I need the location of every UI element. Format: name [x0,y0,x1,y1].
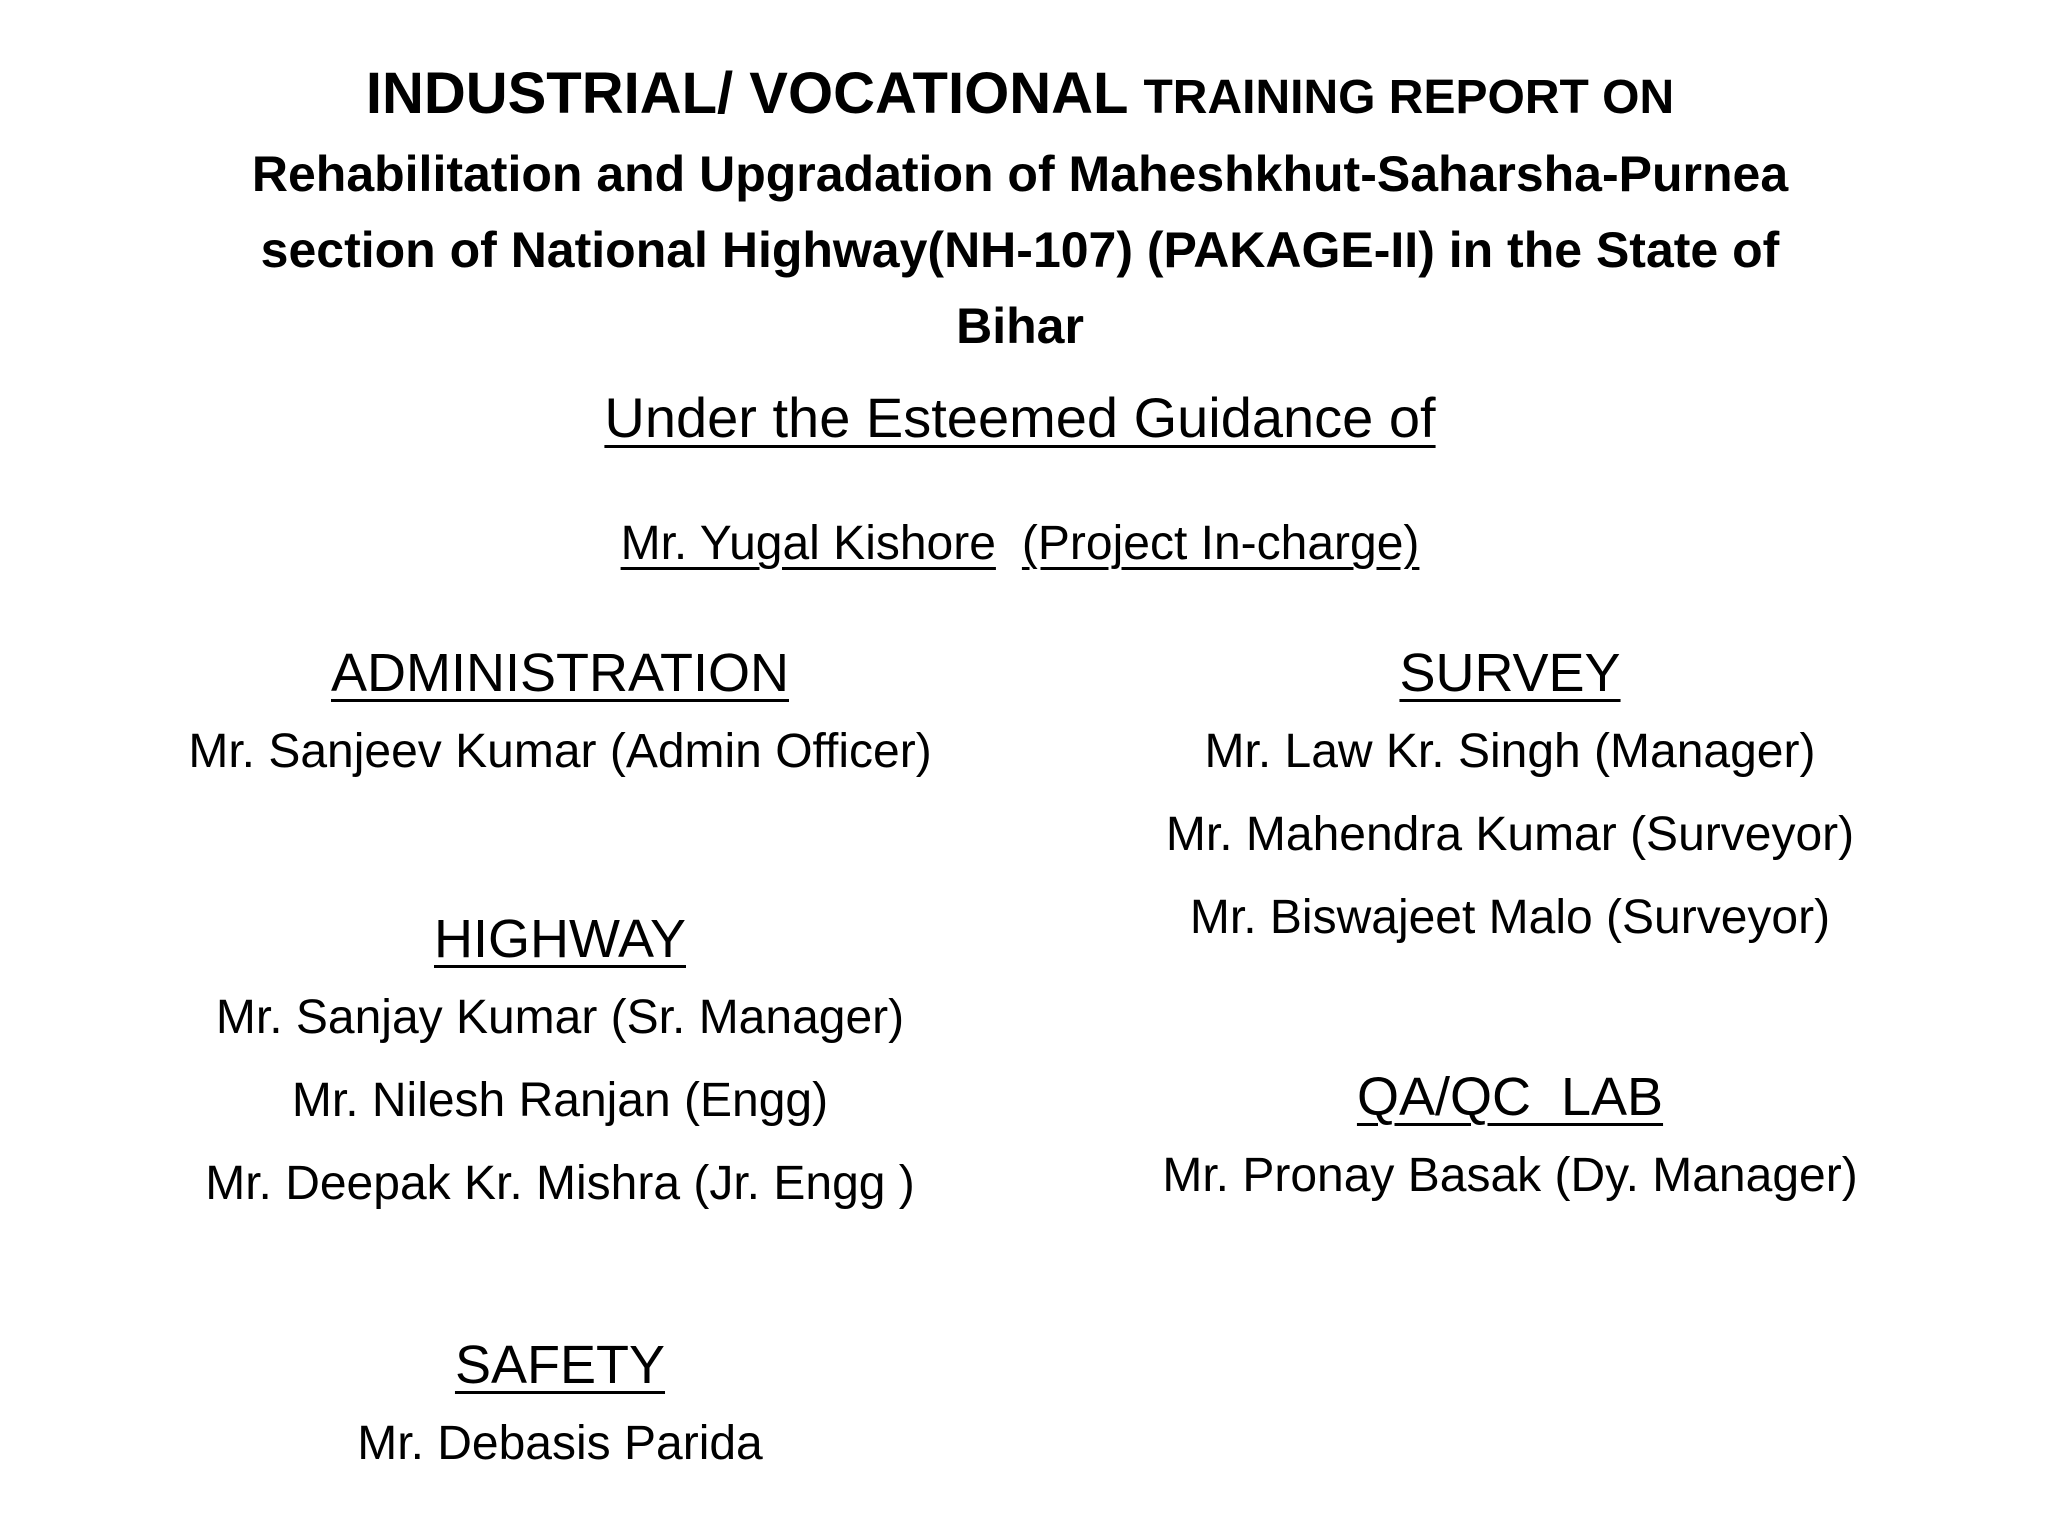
section-survey [1060,636,1960,959]
member-name: Mr. Nilesh Ranjan (Engg) [291,1074,829,1127]
member-name: Mr. Mahendra Kumar (Surveyor) [1165,808,1855,861]
member-name: Mr. Biswajeet Malo (Surveyor) [1189,891,1831,944]
section-administration [110,636,1010,793]
title-line-1 [60,56,1980,136]
member-name: Mr. Sanjay Kumar (Sr. Manager) [215,991,905,1044]
section-heading: QA/QC LAB [1356,1067,1664,1127]
member-name: Mr. Debasis Parida [357,1417,763,1470]
section-heading: HIGHWAY [434,909,686,969]
section-heading: SURVEY [1399,643,1621,703]
guidance-heading [60,382,1980,454]
report-title [60,56,1980,364]
member-name: Mr. Sanjeev Kumar (Admin Officer) [188,725,932,778]
section-safety [110,1328,1010,1485]
title-main: INDUSTRIAL/ VOCATIONAL [365,61,1128,126]
section-qa-qc-lab [1060,1060,1960,1217]
member-name: Mr. Deepak Kr. Mishra (Jr. Engg ) [205,1157,915,1210]
section-heading: ADMINISTRATION [331,643,789,703]
title-line-4: Bihar [956,298,1084,354]
title-sub: TRAINING REPORT ON [1143,71,1675,124]
project-incharge-role: (Project In-charge) [1021,517,1420,570]
member-name: Mr. Pronay Basak (Dy. Manager) [1162,1149,1858,1202]
section-heading: SAFETY [454,1335,666,1395]
member-name: Mr. Law Kr. Singh (Manager) [1204,725,1816,778]
title-line-3: section of National Highway(NH-107) (PAKAGE-II) in the State of [260,222,1780,278]
project-incharge-name: Mr. Yugal Kishore [620,517,996,570]
guidance-heading-text: Under the Esteemed Guidance of [604,386,1436,449]
section-highway [110,902,1010,1225]
project-incharge [60,512,1980,576]
title-line-2: Rehabilitation and Upgradation of Maheshkhut-Saharsha-Purnea [251,146,1789,202]
